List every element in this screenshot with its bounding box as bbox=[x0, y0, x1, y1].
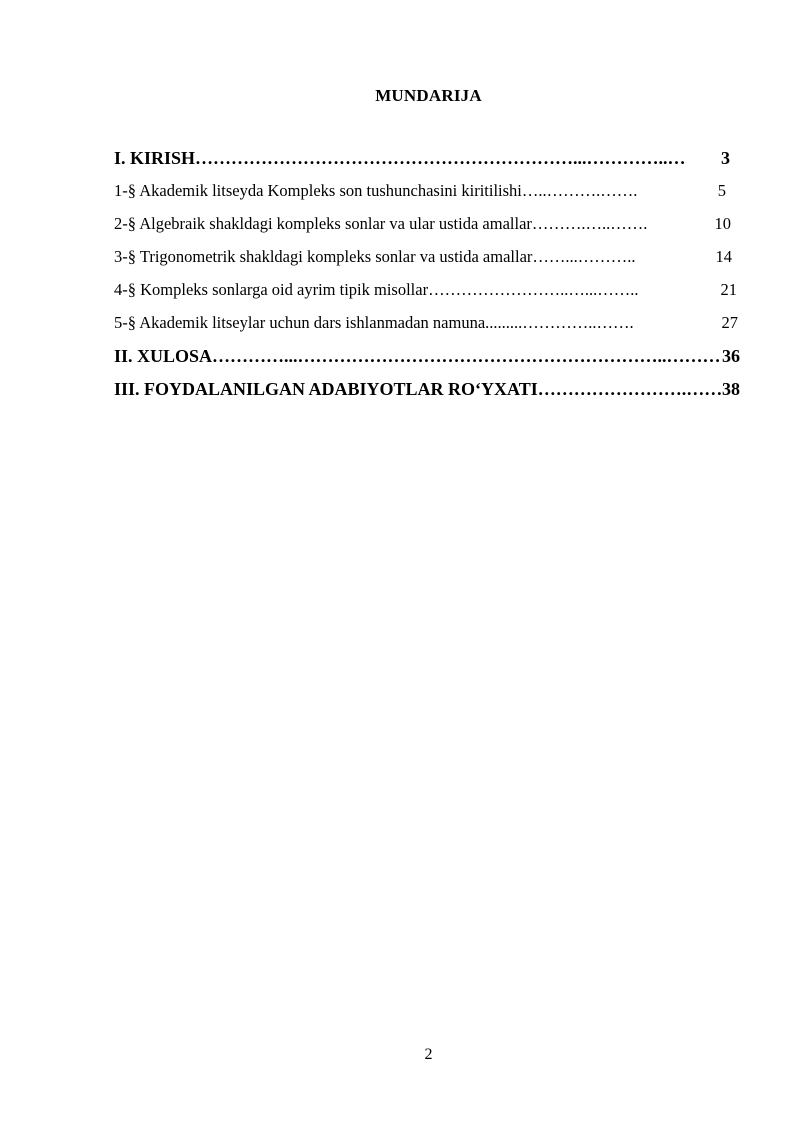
toc-page-number: 21 bbox=[720, 280, 737, 299]
page-title: MUNDARIJA bbox=[375, 86, 482, 105]
toc-page-number: 14 bbox=[715, 247, 732, 266]
toc-entry-label: II. XULOSA bbox=[114, 346, 213, 366]
toc-leader-dots: ……………………..…...…….. bbox=[428, 280, 639, 299]
toc-leader-dots: ……….…..……. bbox=[531, 214, 648, 233]
toc-leader-dots: .........…………..……. bbox=[485, 313, 634, 332]
toc-entry-section-3[interactable] bbox=[114, 247, 732, 280]
toc-page-number: 36 bbox=[722, 346, 740, 366]
toc-leader-dots: …………………….…… bbox=[537, 379, 722, 399]
toc-leader-dots: …..……….……. bbox=[521, 181, 638, 200]
toc-page-number: 3 bbox=[721, 148, 730, 168]
toc-entry-label: I. KIRISH bbox=[114, 148, 196, 168]
toc-entry-label: 3-§ Trigonometrik shakldagi kompleks sonlar va ustida amallar bbox=[114, 247, 533, 266]
toc-entry-label: 1-§ Akademik litseyda Kompleks son tushunchasini kiritilishi bbox=[114, 181, 522, 200]
toc-entry-xulosa[interactable] bbox=[114, 346, 740, 379]
toc-entry-adabiyotlar[interactable] bbox=[114, 379, 740, 412]
toc-page-number: 38 bbox=[722, 379, 740, 399]
toc-leader-dots: ………………………………………………………...…………..… bbox=[195, 148, 686, 168]
toc-page-number: 10 bbox=[714, 214, 731, 233]
toc-leader-dots: ……...……….. bbox=[532, 247, 636, 266]
toc-leader-dots: …………...……………………………………………………..……… bbox=[212, 346, 721, 366]
toc-entry-label: 5-§ Akademik litseylar uchun dars ishlanmadan namuna bbox=[114, 313, 486, 332]
toc-entry-section-1[interactable] bbox=[114, 181, 726, 214]
toc-entry-label: 4-§ Kompleks sonlarga oid ayrim tipik misollar bbox=[114, 280, 429, 299]
toc-page-number: 5 bbox=[717, 181, 726, 200]
toc-entry-section-4[interactable] bbox=[114, 280, 737, 313]
table-of-contents bbox=[114, 148, 754, 412]
toc-entry-section-2[interactable] bbox=[114, 214, 731, 247]
toc-entry-section-5[interactable] bbox=[114, 313, 738, 346]
toc-entry-kirish[interactable] bbox=[114, 148, 730, 181]
toc-page-number: 27 bbox=[721, 313, 738, 332]
toc-entry-label: 2-§ Algebraik shakldagi kompleks sonlar va ular ustida amallar bbox=[114, 214, 532, 233]
page-number: 2 bbox=[424, 1046, 433, 1063]
toc-entry-label: III. FOYDALANILGAN ADABIYOTLAR RO‘YXATI bbox=[114, 379, 538, 399]
